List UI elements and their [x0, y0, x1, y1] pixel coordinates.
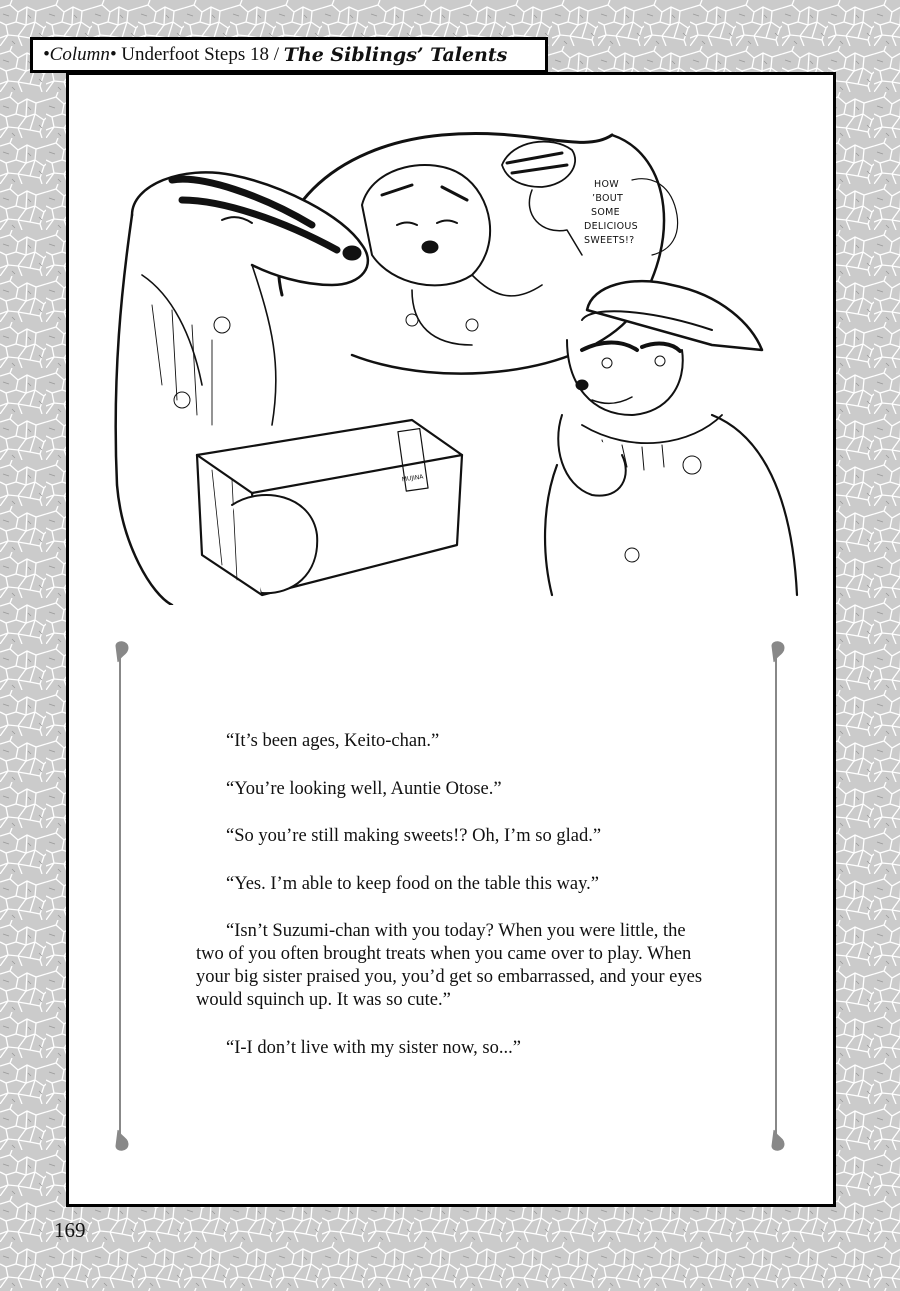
speech-line-4: DELICIOUS: [584, 221, 639, 232]
left-badger-keito: [116, 172, 368, 605]
badger-characters-illustration: [112, 125, 802, 605]
dialogue-paragraph: “I-I don’t live with my sister now, so...”: [226, 1037, 521, 1058]
speech-bubble-lines: [632, 179, 678, 255]
sweets-box: [197, 420, 462, 595]
right-badger-otose: [545, 281, 797, 595]
header-separator: /: [273, 44, 280, 65]
dialogue-paragraph: “Isn’t Suzumi-chan with you today? When you were little, the two of you often brought treats when you came over to play. When your big sister praised you, you’d get so embarrassed, and your eyes would squinch up. It was so cute.”: [196, 921, 703, 1010]
speech-bubble: [584, 179, 638, 246]
dialogue-paragraph: “It’s been ages, Keito-chan.”: [226, 731, 440, 751]
page-number: 169: [54, 1218, 86, 1242]
dialogue-paragraph: “So you’re still making sweets!? Oh, I’m so glad.”: [226, 826, 602, 846]
speech-line-1: HOW: [594, 179, 619, 190]
series-label: Underfoot Steps 18: [121, 44, 269, 65]
column-label: •Column•: [43, 44, 117, 65]
sister-badger-in-bubble: [502, 142, 582, 255]
story-text: [196, 730, 716, 1084]
box-label: MUJINA: [401, 473, 424, 484]
small-badger-in-bubble: [362, 165, 542, 345]
speech-line-3: SOME: [591, 207, 620, 218]
dialogue-paragraph: “You’re looking well, Auntie Otose.”: [226, 778, 502, 799]
dialogue-paragraph: “Yes. I’m able to keep food on the table this way.”: [226, 873, 599, 894]
column-header: [30, 37, 548, 73]
speech-line-2: ’BOUT: [592, 193, 624, 204]
chapter-title: The Siblings’ Talents: [283, 44, 508, 66]
speech-line-5: SWEETS!?: [584, 235, 635, 246]
